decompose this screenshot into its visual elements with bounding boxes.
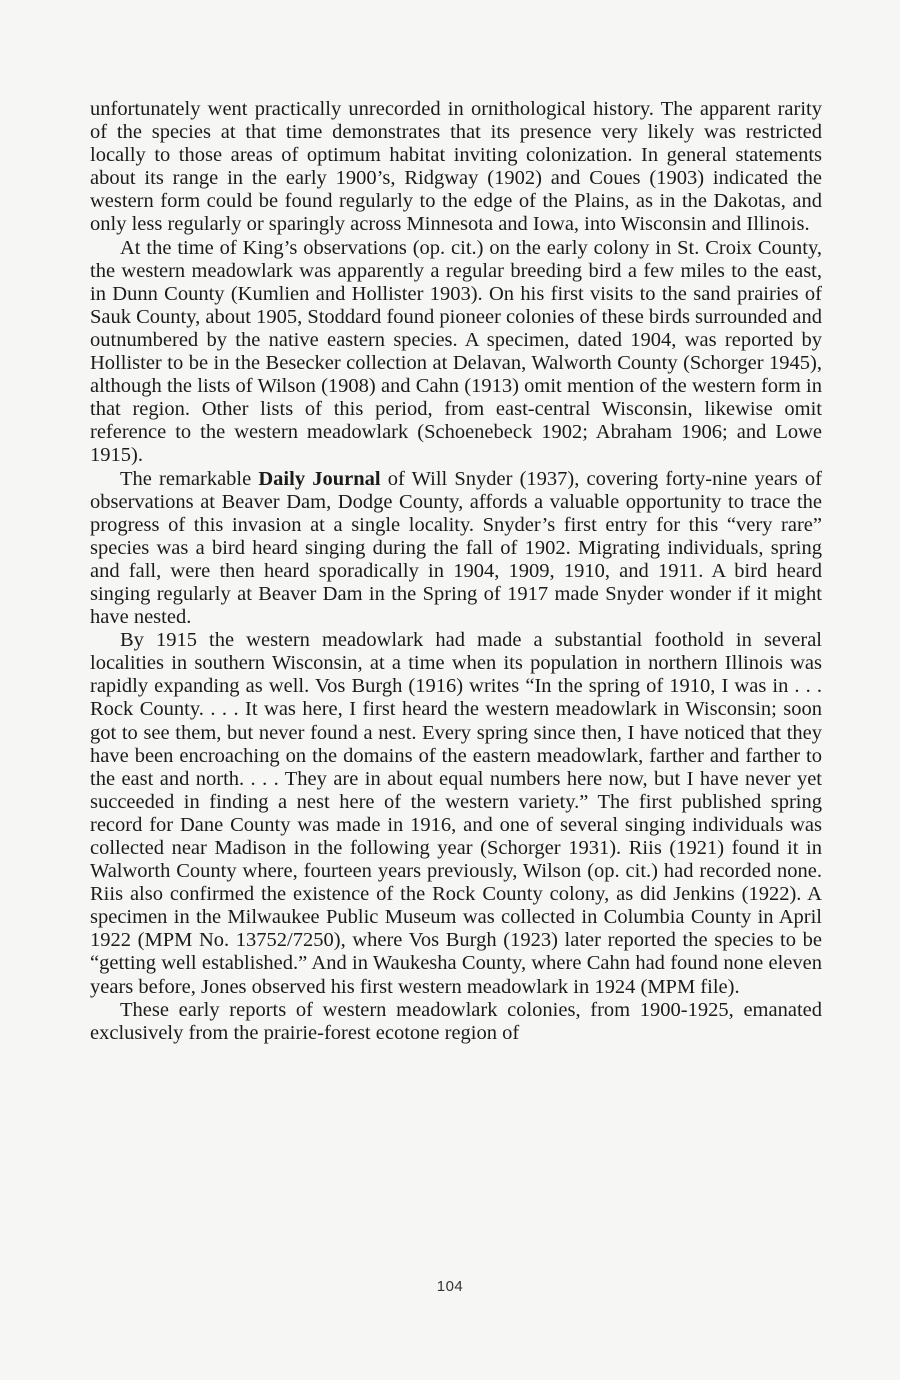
paragraph-4: By 1915 the western meadowlark had made a substantial foothold in several localities in southern Wisconsin, at a time when its population in northern Illinois was rapidly expanding as well. Vos Burgh (1916) writes “In the spring of 1910, I was in . . . Rock County. . . . It was here, I first heard the western meadowlark in Wisconsin; soon got to see them, but never found a nest. Every spring since then, I have noticed that they have been encroaching on the domains of the eastern meadowlark, farther and farther to the east and north. . . . They are in about equal numbers here now, but I have never yet succeeded in finding a nest here of the western variety.” The first published spring record for Dane County was made in 1916, and one of several singing individuals was collected near Madison in the following year (Schorger 1931). Riis (1921) found it in Walworth County where, fourteen years previously, Wilson (op. cit.) had recorded none. Riis also confirmed the existence of the Rock County colony, as did Jenkins (1922). A specimen in the Milwaukee Public Museum was collected in Columbia County in April 1922 (MPM No. 13752/7250), where Vos Burgh (1923) later reported the species to be “getting well established.” And in Waukesha County, where Cahn had found none eleven years before, Jones observed his first western meadowlark in 1924 (MPM file). bbox=[90, 629, 822, 998]
paragraph-2: At the time of King’s observations (op. cit.) on the early colony in St. Croix County, the western meadowlark was apparently a regular breeding bird a few miles to the east, in Dunn County (Kumlien and Hollister 1903). On his first visits to the sand prairies of Sauk County, about 1905, Stoddard found pioneer colonies of these birds surrounded and outnumbered by the native eastern species. A specimen, dated 1904, was reported by Hollister to be in the Besecker collection at Delavan, Walworth County (Schorger 1945), although the lists of Wilson (1908) and Cahn (1913) omit mention of the western form in that region. Other lists of this period, from east-central Wisconsin, likewise omit reference to the western meadowlark (Schoenebeck 1902; Abraham 1906; and Lowe 1915). bbox=[90, 236, 822, 467]
page-body bbox=[90, 98, 822, 1045]
daily-journal-title: Daily Journal bbox=[258, 467, 381, 490]
paragraph-3-before: The remarkable bbox=[120, 467, 259, 490]
paragraph-3 bbox=[90, 468, 822, 630]
page-number: 104 bbox=[436, 1278, 464, 1295]
paragraph-5: These early reports of western meadowlark colonies, from 1900-1925, emanated exclusively from the prairie-forest ecotone region of bbox=[90, 998, 822, 1044]
paragraph-1: unfortunately went practically unrecorded in ornithological history. The apparent rarity of the species at that time demonstrates that its presence very likely was restricted locally to those areas of optimum habitat inviting colonization. In general statements about its range in the early 1900’s, Ridgway (1902) and Coues (1903) indicated the western form could be found regularly to the edge of the Plains, as in the Dakotas, and only less regularly or sparingly across Minnesota and Iowa, into Wisconsin and Illinois. bbox=[90, 98, 822, 236]
paragraph-3-after: of Will Snyder (1937), covering forty-nine years of observations at Beaver Dam, Dodge County, affords a valuable opportunity to trace the progress of this invasion at a single locality. Snyder’s first entry for this “very rare” species was a bird heard singing during the fall of 1902. Migrating individuals, spring and fall, were then heard sporadically in 1904, 1909, 1910, and 1911. A bird heard singing regularly at Beaver Dam in the Spring of 1917 made Snyder wonder if it might have nested. bbox=[90, 467, 823, 629]
